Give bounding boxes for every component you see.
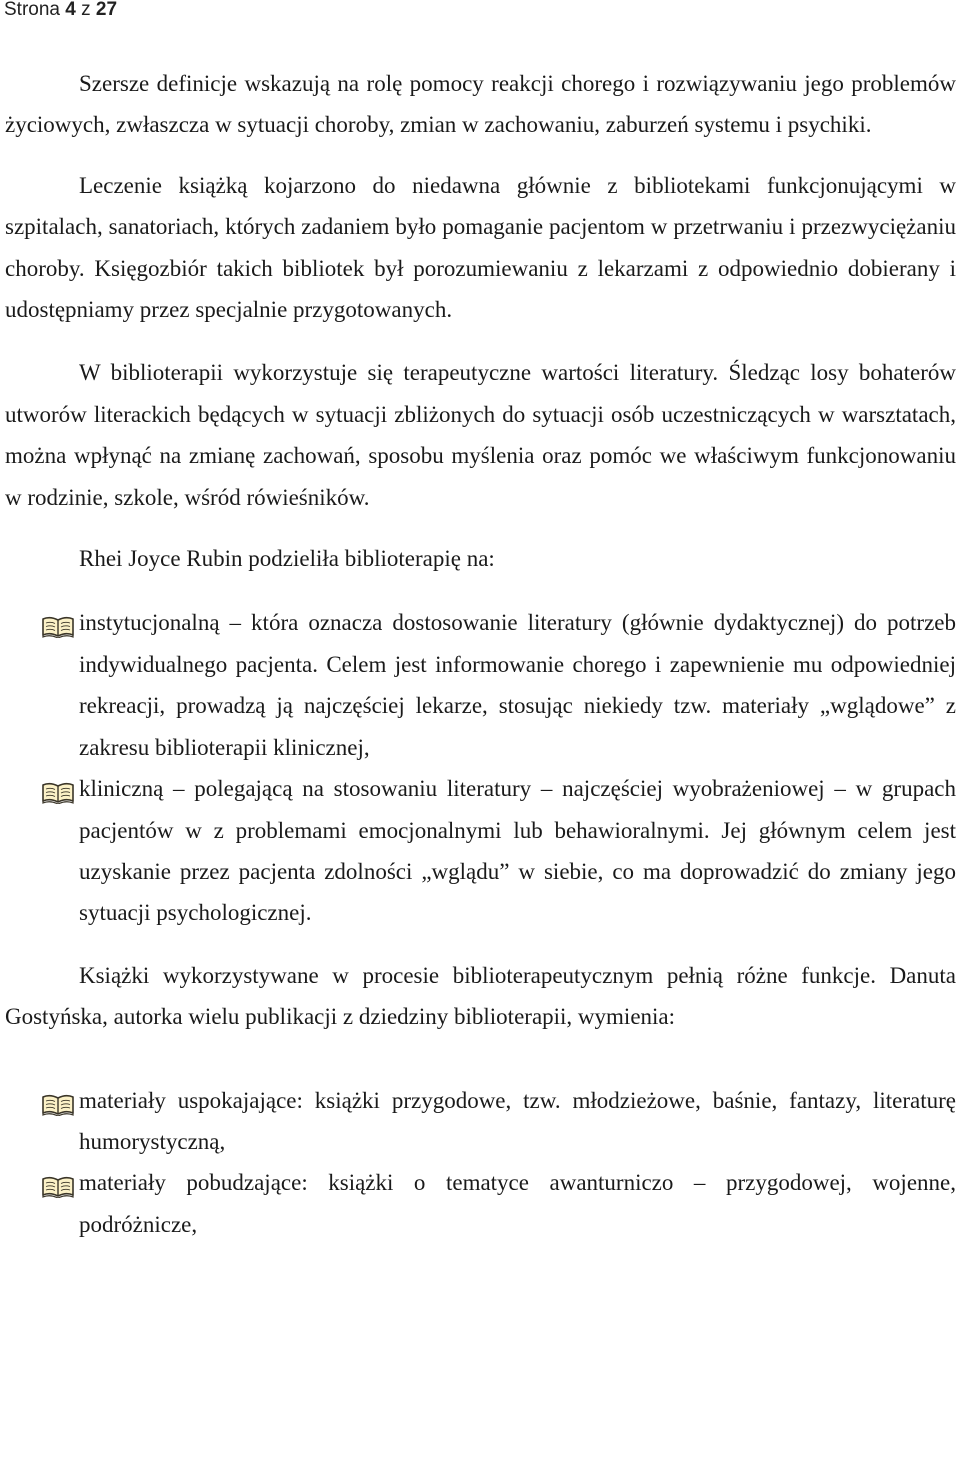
page-total: 27 (95, 0, 118, 20)
paragraph-book-therapy (5, 165, 956, 331)
open-book-icon (41, 1088, 75, 1112)
paragraph-rubin-intro: Rhei Joyce Rubin podzieliła biblioterapię na: (79, 546, 495, 572)
paragraph-definitions: Szersze definicje wskazują na rolę pomocy reakcji chorego i rozwiązywaniu jego problemów życiowych, zwłaszcza w sytuacji choroby, zmian w zachowaniu, zaburzeń systemu i psychiki. (5, 71, 956, 138)
list-item (5, 1080, 956, 1163)
page-current: 4 (65, 0, 76, 20)
rubin-types-list (5, 602, 956, 933)
open-book-icon (41, 1170, 75, 1194)
list-item (5, 1162, 956, 1245)
paragraph-therapeutic-values: W biblioterapii wykorzystuje się terapeutyczne wartości literatury. Śledząc losy bohaterów utworów literackich będących w sytuacji zbliżonych do sytuacji osób uczestniczących w warsztatach, można wpłynąć na zmianę zachowań, sposobu myślenia oraz pomóc we właściwym funkcjonowaniu w rodzinie, szkole, wśród rówieśników. (5, 360, 956, 510)
document-body (5, 63, 956, 1245)
page-label: Strona (4, 0, 60, 20)
paragraph-book-therapy-rest: Księgozbiór takich bibliotek był porozumiewaniu z lekarzami z odpowiednio dobierany i udostępniamy przez specjalnie przygotowanych. (5, 255, 956, 323)
paragraph-book-therapy-lead: Leczenie książką kojarzono do niedawna głównie z bibliotekami funkcjonującymi w szpitalach, sanatoriach, których zadaniem było pomaganie pacjentom w przetrwaniu i przezwyciężaniu choroby. (5, 172, 956, 281)
list-item-text: materiały pobudzające: książki o tematyce awanturniczo – przygodowej, wojenne, podróżnicze, (79, 1170, 956, 1237)
page-indicator (4, 0, 117, 21)
list-item (5, 768, 956, 934)
list-item-text: instytucjonalną – która oznacza dostosowanie literatury (głównie dydaktycznej) do potrzeb indywidualnego pacjenta. Celem jest informowanie chorego i zapewnienie mu odpowiedniej rekreacji, prowadzą ją najczęściej lekarze, stosując niekiedy tzw. materiały „wglądowe” z zakresu biblioterapii klinicznej, (79, 610, 956, 760)
list-item (5, 602, 956, 768)
book-functions-list (5, 1080, 956, 1246)
list-item-text: kliniczną – polegającą na stosowaniu literatury – najczęściej wyobrażeniowej – w grupach pacjentów w z problemami emocjonalnymi lub behawioralnymi. Jej głównym celem jest uzyskanie przez pacjenta zdolności „wglądu” w siebie, co ma doprowadzić do zmiany jego sytuacji psychologicznej. (79, 776, 956, 926)
open-book-icon (41, 610, 75, 634)
open-book-icon (41, 776, 75, 800)
paragraph-gostynska-intro: Książki wykorzystywane w procesie biblioterapeutycznym pełnią różne funkcje. Danuta Gostyńska, autorka wielu publikacji z dziedziny biblioterapii, wymienia: (5, 962, 956, 1030)
list-item-text: materiały uspokajające: książki przygodowe, tzw. młodzieżowe, baśnie, fantazy, literaturę humorystyczną, (79, 1087, 956, 1154)
page-separator: z (81, 0, 91, 20)
